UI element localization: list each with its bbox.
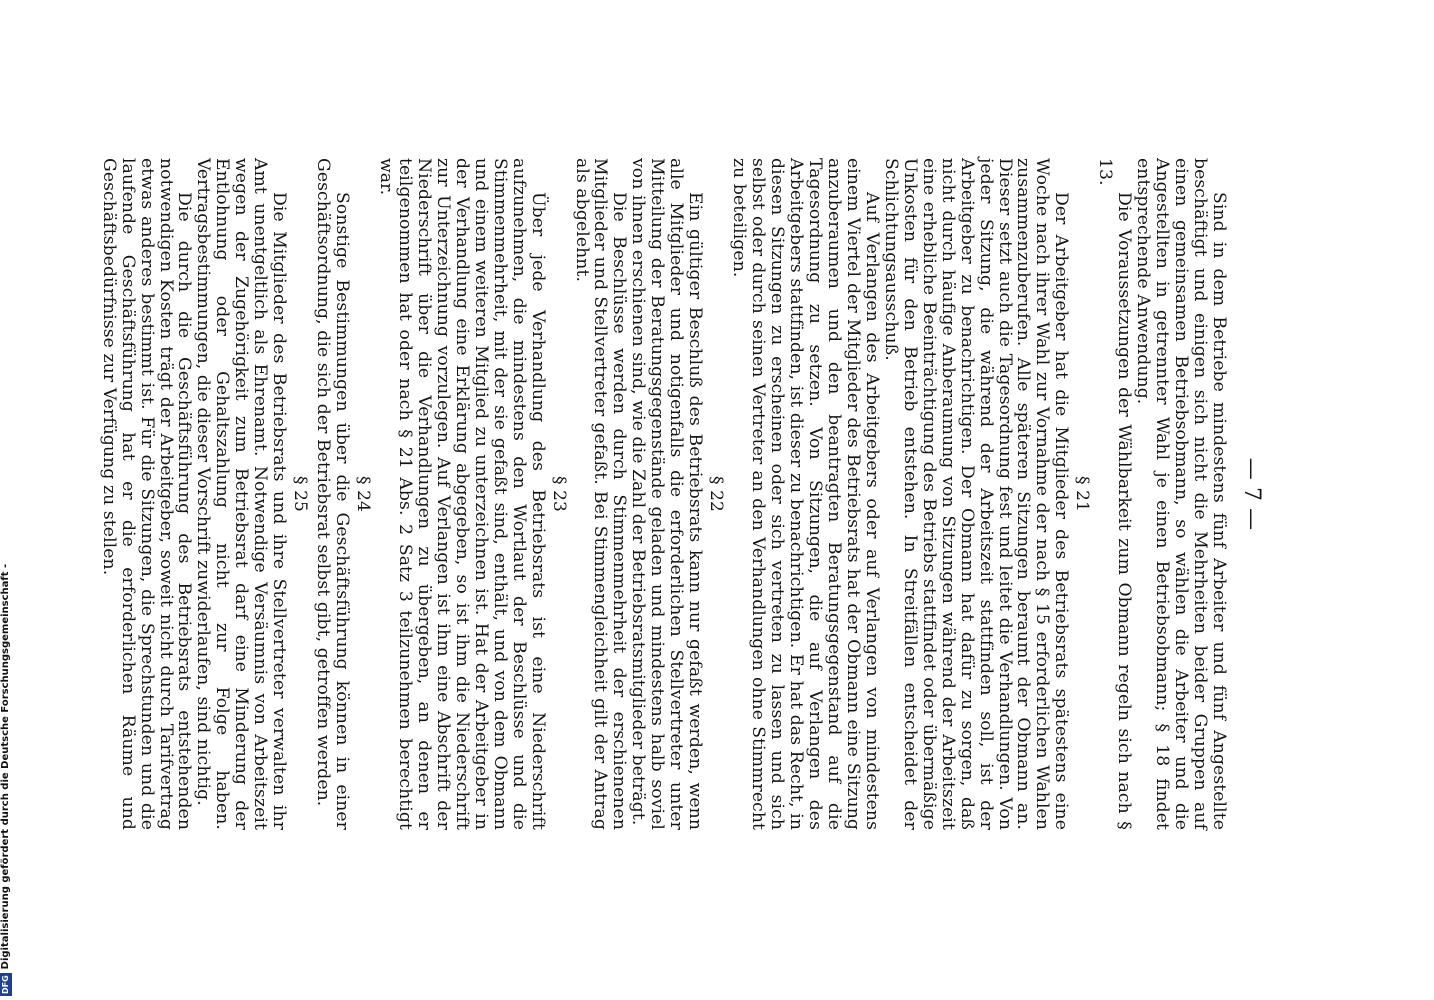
section-heading: § 21 xyxy=(1072,476,1093,512)
paragraph: Die Voraussetzungen der Wählbarkeit zum Obmann regeln sich nach § 13. xyxy=(1095,158,1135,830)
paragraph: Die Mitglieder des Betriebsrats und ihre Stellvertreter verwalten ihr Amt unentgeltlich als Ehrenamt. Notwendige Versäumnis von Arbeitszeit wegen der Zugehörigkeit zum Betriebsrat darf eine Minderung der Entlohnung oder Gehaltszahlung nicht zur Folge haben. Vertragsbestimmungen, die dieser Vorschrift zuwiderlaufen, sind nichtig. xyxy=(193,158,290,830)
paragraph: Sonstige Bestimmungen über die Geschäftsführung können in einer Geschäftsordnung, die sich der Betriebsrat selbst gibt, getroffen werden. xyxy=(313,158,353,830)
paragraph: Sind in dem Betriebe mindestens fünf Arbeiter und fünf Angestellte beschäftigt und einigen sich nicht die Mehrheiten beider Gruppen auf einen gemeinsamen Betriebsobmann, so wählen die Arbeiter und die Angestellten in getrennter Wahl je einen Betriebsobmann; § 18 findet entsprechende Anwendung. xyxy=(1133,158,1229,830)
paragraph: Der Arbeitgeber hat die Mitglieder des Betriebsrats spätestens eine Woche nach ihrer Wahl zur Vornahme der nach § 15 erforderlichen Wahlen zusammenzuberufen. Alle späteren Sitzungen beraumt der Obmann an. Dieser setzt auch die Tagesordnung fest und leitet die Verhandlungen. Von jeder Sitzung, die während der Arbeitszeit stattfinden soll, ist der Arbeitgeber zu benachrichtigen. Der Obmann hat dafür zu sorgen, daß nicht durch häufige Anberaumung von Sitzungen während der Arbeitszeit eine erhebliche Beeinträchtigung des Betriebs stattfindet oder übermäßige Unkosten für den Betrieb entstehen. In Streitfällen entscheidet der Schlichtungsausschuß. xyxy=(880,158,1072,830)
section-heading: § 25 xyxy=(290,476,311,512)
section-heading: § 24 xyxy=(353,476,374,512)
paragraph: Über jede Verhandlung des Betriebsrats ist eine Niederschrift aufzunehmen, die mindestens den Wortlaut der Beschlüsse und die Stimmenmehrheit, mit der sie gefaßt sind, enthält, und von dem Obmann und einem weiteren Mitglied zu unterzeichnen ist. Hat der Arbeitgeber in der Verhandlung eine Erklärung abgegeben, so ist ihm die Niederschrift zur Unterzeichnung vorzulegen. Auf Verlangen ist ihm eine Abschrift der Niederschrift über die Verhandlungen zu übergeben, an denen er teilgenommen hat oder nach § 21 Abs. 2 Satz 3 teilzunehmen berechtigt war. xyxy=(376,158,548,830)
section-heading: § 22 xyxy=(706,476,727,512)
paragraph: Auf Verlangen des Arbeitgebers oder auf Verlangen von mindestens einem Viertel der Mitglieder des Betriebsrats hat der Obmann eine Sitzung anzuberaumen und den beantragten Beratungsgegenstand auf die Tagesordnung zu setzen. Von Sitzungen, die auf Verlangen des Arbeitgebers stattfinden, ist dieser zu benachrichtigen. Er hat das Recht, in diesen Sitzungen zu erscheinen oder sich vertreten zu lassen und sich selbst oder durch seinen Vertreter an den Verhandlungen ohne Stimmrecht zu beteiligen. xyxy=(729,158,882,830)
paragraph: Ein gültiger Beschluß des Betriebsrats kann nur gefaßt werden, wenn alle Mitglieder und notigenfalls die erforderlichen Stellvertreter unter Mitteilung der Beratungsgegenstände geladen und mindestens halb soviel von ihnen erschienen sind, wie die Zahl der Betriebsratsmitglieder beträgt. xyxy=(628,158,706,830)
page-number: — 7 — xyxy=(1239,457,1264,531)
dfg-logo: DFG xyxy=(1,975,10,994)
section-heading: § 23 xyxy=(548,476,569,512)
paragraph: Die durch die Geschäftsführung des Betriebsrats entstehenden notwendigen Kosten trägt der Arbeitgeber, soweit nicht durch Tarifvertrag etwas anderes bestimmt ist. Für die Sitzungen, die Sprechstunden und die laufende Geschäftsführung hat er die erforderlichen Räume und Geschäftsbedürfnisse zur Verfügung zu stellen. xyxy=(98,158,195,830)
paragraph: Die Beschlüsse werden durch Stimmenmehrheit der erschienenen Mitglieder und Stellvertreter gefaßt. Bei Stimmengleichheit gilt der Antrag als abgelehnt. xyxy=(571,158,630,830)
digitization-credit xyxy=(0,0,12,1000)
credit-text: Digitalisierung gefördert durch die Deutsche Forschungsgemeinschaft - xyxy=(0,563,11,970)
page-text xyxy=(98,158,1264,830)
